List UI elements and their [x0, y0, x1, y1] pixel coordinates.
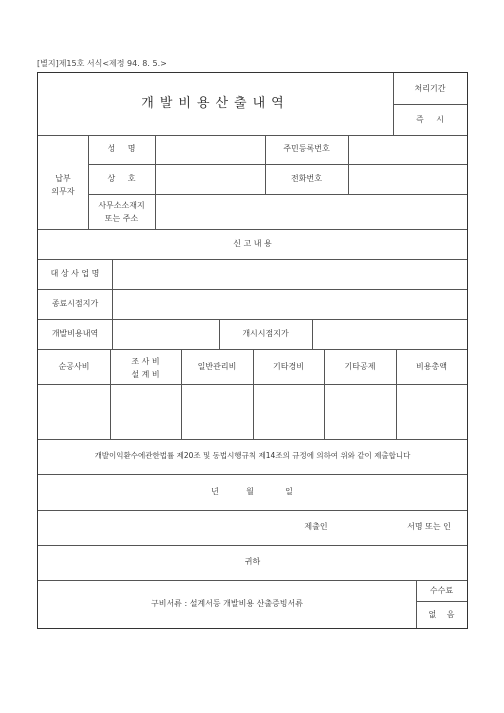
fee-value: 없 음	[428, 610, 455, 619]
rule-devcost-3	[312, 319, 313, 349]
address-label-1: 사무소소재지	[98, 201, 145, 210]
survey-design-cost-header-1: 조 사 비	[131, 357, 160, 366]
date-year-label: 년	[211, 487, 219, 496]
rule-fee	[416, 601, 467, 602]
rule-report-header	[38, 259, 467, 260]
payer-group-label-1: 납부	[55, 174, 71, 183]
required-documents: 구비서류 : 설계서등 개발비용 산출증빙서류	[151, 599, 303, 608]
survey-design-cost-header-2: 설 계 비	[131, 370, 160, 379]
form-title: 개발비용산출내역	[141, 96, 290, 111]
form-table	[37, 72, 468, 629]
phone-label: 전화번호	[291, 174, 322, 183]
completion-land-price-label: 종료시점지가	[51, 299, 99, 308]
rule-cost-values	[38, 439, 467, 440]
rule-addressee	[38, 580, 467, 581]
submitter-label: 제출인	[304, 522, 328, 531]
processing-period-label: 처리기간	[414, 84, 446, 93]
date-day-label: 일	[285, 487, 293, 496]
other-expenses-header: 기타경비	[273, 362, 304, 371]
rule-title-bottom	[38, 135, 467, 136]
net-construction-cost-header: 순공사비	[58, 362, 90, 371]
rule-payer-2	[88, 194, 467, 195]
report-header: 신 고 내 용	[233, 239, 272, 248]
rule-payer-label	[155, 135, 156, 229]
rule-payer-bottom	[38, 229, 467, 230]
addressee-label: 귀하	[244, 557, 261, 566]
total-cost-header: 비용총액	[416, 362, 447, 371]
processing-period-value: 즉 시	[416, 115, 444, 124]
general-admin-cost-header: 일반관리비	[197, 362, 237, 371]
dev-cost-details-label: 개발비용내역	[51, 329, 99, 338]
trade-name-label: 상 호	[107, 174, 136, 183]
rule-declaration	[38, 474, 467, 475]
rule-title-right	[393, 73, 394, 135]
payer-group-label-2: 의무자	[51, 187, 75, 196]
rule-target	[112, 259, 113, 289]
rule-completion	[112, 289, 113, 319]
target-project-label: 대 상 사 업 명	[50, 269, 100, 278]
other-deductions-header: 기타공제	[344, 362, 376, 371]
rule-payer-mid-2	[348, 135, 349, 194]
rule-devcost-1	[112, 319, 113, 349]
rule-date	[38, 510, 467, 511]
rule-processing	[393, 104, 467, 105]
signature-label: 서명 또는 인	[407, 522, 451, 531]
form-caption: [별지]제15호 서식<제정 94. 8. 5.>	[37, 59, 167, 68]
declaration-text: 개발이익환수에관한법률 제20조 및 동법시행규칙 제14조의 규정에 의하여 위와 같이 제출합니다	[94, 451, 411, 460]
date-month-label: 월	[246, 487, 254, 496]
name-label: 성 명	[107, 144, 136, 153]
resident-id-label: 주민등록번호	[283, 144, 330, 153]
survey-design-cost-header	[110, 355, 181, 381]
rule-target	[38, 289, 467, 290]
rule-payer-1	[88, 164, 467, 165]
address-label-2: 또는 주소	[104, 214, 139, 223]
address-label	[88, 199, 155, 225]
fee-label: 수수료	[429, 586, 454, 595]
start-land-price-label: 개시시점지가	[242, 329, 289, 338]
rule-submitter	[38, 545, 467, 546]
payer-group-label	[38, 172, 88, 198]
rule-completion	[38, 319, 467, 320]
